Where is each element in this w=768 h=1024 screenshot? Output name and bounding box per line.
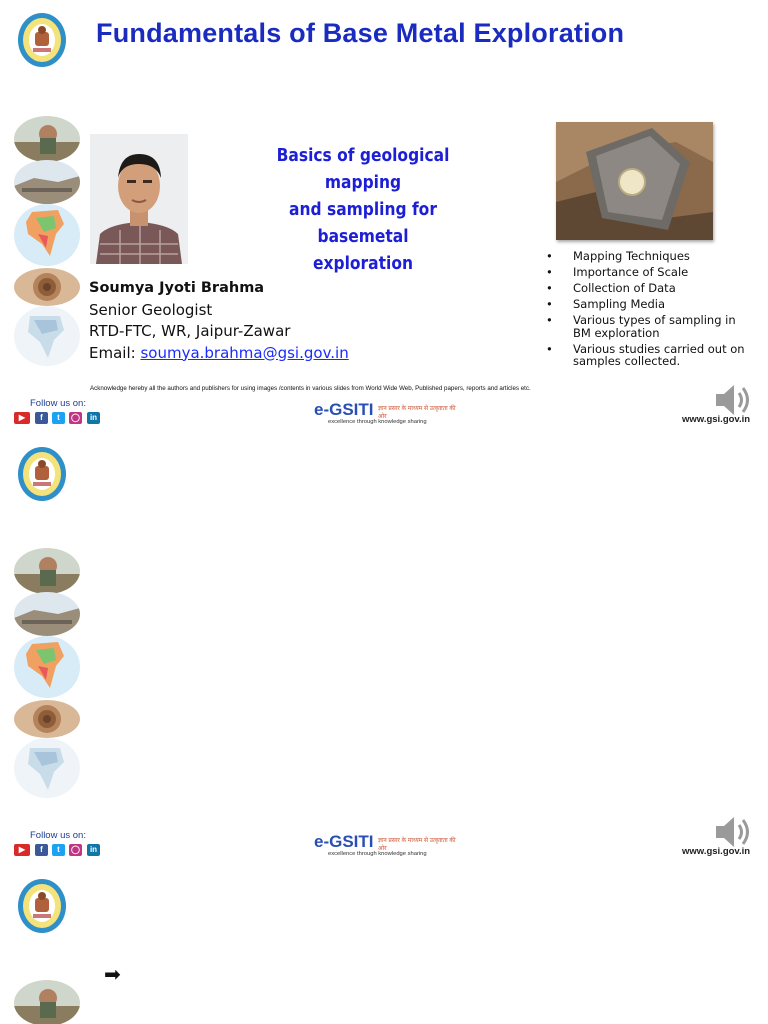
- topic-item: • Sampling Media: [546, 298, 746, 311]
- acknowledgement-text: Acknowledge hereby all the authors and publishers for using images /contents in various slides from World Wide Web, Published papers, reports and articles etc.: [90, 385, 531, 392]
- subtitle-line: and sampling for basemetal: [289, 199, 437, 247]
- satellite-map-image: [14, 738, 80, 798]
- website-label: www.gsi.gov.in: [682, 414, 751, 425]
- instagram-icon[interactable]: ◯: [69, 844, 82, 856]
- egsiti-tagline: excellence through knowledge sharing: [328, 419, 427, 425]
- field-work-image: [14, 980, 80, 1024]
- egsiti-logo: [312, 832, 457, 862]
- author-block: [89, 278, 349, 364]
- egsiti-brand: e-GSITI: [314, 832, 374, 851]
- author-email-line: [89, 343, 349, 365]
- egsiti-hindi-tagline: ज्ञान प्रसार के माध्यम से उत्कृष्टता की ओर: [378, 406, 456, 420]
- field-work-image: [14, 548, 80, 594]
- youtube-icon[interactable]: ▶: [14, 412, 30, 424]
- slide-3: [0, 868, 768, 1024]
- fossil-image: [14, 700, 80, 738]
- topic-item: • Various studies carried out on samples collected.: [546, 343, 746, 368]
- author-office: RTD-FTC, WR, Jaipur-Zawar: [89, 322, 291, 340]
- slide-1: [0, 0, 768, 430]
- egsiti-tagline: excellence through knowledge sharing: [328, 851, 427, 857]
- topic-item: • Collection of Data: [546, 282, 746, 295]
- mine-image: [14, 592, 80, 636]
- india-map-image: [14, 204, 80, 266]
- instagram-icon[interactable]: ◯: [69, 412, 82, 424]
- twitter-icon[interactable]: t: [52, 844, 65, 856]
- field-work-image: [14, 116, 80, 162]
- egsiti-hindi-tagline: ज्ञान प्रसार के माध्यम से उत्कृष्टता की ओर: [378, 838, 456, 852]
- topics-list: [546, 250, 746, 372]
- follow-us-label: Follow us on:: [30, 830, 86, 841]
- lecture-subtitle: [242, 142, 485, 277]
- rock-sample-photo: [556, 122, 713, 240]
- website-label: www.gsi.gov.in: [682, 846, 751, 857]
- speaker-icon[interactable]: [714, 381, 754, 419]
- gsi-emblem-icon: [17, 12, 67, 68]
- topic-item: • Various types of sampling in BM exploration: [546, 314, 746, 339]
- slide-2: [0, 434, 768, 864]
- gsi-emblem-icon: [17, 878, 67, 934]
- topic-item: • Importance of Scale: [546, 266, 746, 279]
- india-map-image: [14, 636, 80, 698]
- fossil-image: [14, 268, 80, 306]
- email-label: Email:: [89, 343, 141, 362]
- linkedin-icon[interactable]: in: [87, 412, 100, 424]
- follow-us-label: Follow us on:: [30, 398, 86, 409]
- author-photo: [90, 134, 188, 264]
- gsi-emblem-icon: [17, 446, 67, 502]
- subtitle-line: exploration: [313, 253, 413, 274]
- linkedin-icon[interactable]: in: [87, 844, 100, 856]
- youtube-icon[interactable]: ▶: [14, 844, 30, 856]
- arrow-right-icon: ➡: [104, 964, 121, 986]
- author-designation: Senior Geologist: [89, 300, 213, 319]
- mine-image: [14, 160, 80, 204]
- facebook-icon[interactable]: f: [35, 412, 48, 424]
- presentation-title: Fundamentals of Base Metal Exploration: [96, 18, 625, 48]
- egsiti-logo: [312, 400, 457, 430]
- email-link[interactable]: soumya.brahma@gsi.gov.in: [140, 343, 349, 362]
- twitter-icon[interactable]: t: [52, 412, 65, 424]
- author-name: Soumya Jyoti Brahma: [89, 280, 265, 296]
- topic-item: • Mapping Techniques: [546, 250, 746, 263]
- subtitle-line: Basics of geological mapping: [276, 145, 450, 193]
- egsiti-brand: e-GSITI: [314, 400, 374, 419]
- satellite-map-image: [14, 306, 80, 366]
- facebook-icon[interactable]: f: [35, 844, 48, 856]
- speaker-icon[interactable]: [714, 813, 754, 851]
